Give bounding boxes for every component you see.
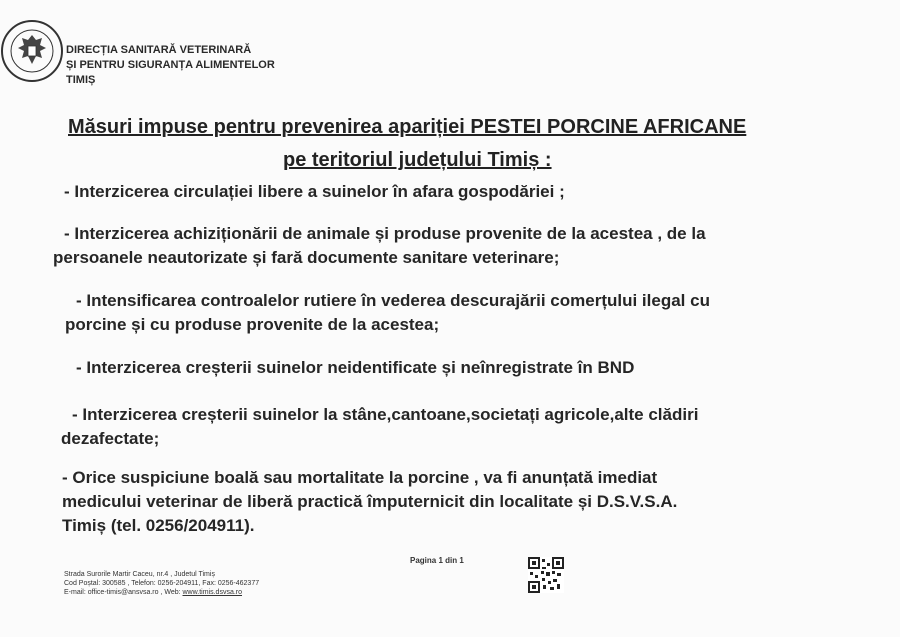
measure-item: - Intensificarea controalelor rutiere în vederea descurajării comerțului ilegal cu porcine și cu produse provenite de la acestea; (65, 291, 710, 334)
measure-item: - Orice suspiciune boală sau mortalitate la porcine , va fi anunțată imediat medicului veterinar de liberă practică împuternicit din localitate și D.S.V.S.A. Timiș (tel. 0256/204911). (62, 468, 678, 535)
header-line-3: TIMIȘ (66, 74, 96, 86)
header-line-2: ȘI PENTRU SIGURANȚA ALIMENTELOR (66, 59, 275, 71)
footer-postal: Cod Poștal: 300585 , Telefon: 0256-204911, Fax: 0256-462377 (64, 580, 260, 587)
measure-item: - Interzicerea creșterii suinelor neidentificate și neînregistrate în BND (76, 358, 635, 377)
footer-contact (64, 570, 259, 597)
document-subtitle: pe teritoriul județului Timiș : (283, 149, 552, 171)
document-title: Măsuri impuse pentru prevenirea apariției PESTEI PORCINE AFRICANE (68, 116, 747, 138)
footer-address: Strada Surorile Martir Caceu, nr.4 , Judetul Timiș (64, 571, 215, 578)
coat-of-arms-seal-icon (0, 18, 64, 84)
measure-item: - Interzicerea creșterii suinelor la stâne,cantoane,societați agricole,alte clădiri dezafectate; (61, 405, 699, 448)
footer-email-web: E-mail: office-timis@ansvsa.ro , Web: www.timis.dsvsa.ro (64, 589, 243, 596)
footer-web-link[interactable]: www.timis.dsvsa.ro (182, 589, 243, 596)
institution-header (66, 43, 275, 88)
measure-item: - Interzicerea circulației libere a suinelor în afara gospodăriei ; (64, 182, 565, 201)
qr-code-icon (528, 557, 564, 593)
page-number: Pagina 1 din 1 (410, 556, 464, 565)
measure-item: - Interzicerea achiziționării de animale și produse provenite de la acestea , de la persoanele neautorizate și fară documente sanitare veterinare; (53, 224, 706, 267)
header-line-1: DIRECȚIA SANITARĂ VETERINARĂ (66, 44, 252, 56)
